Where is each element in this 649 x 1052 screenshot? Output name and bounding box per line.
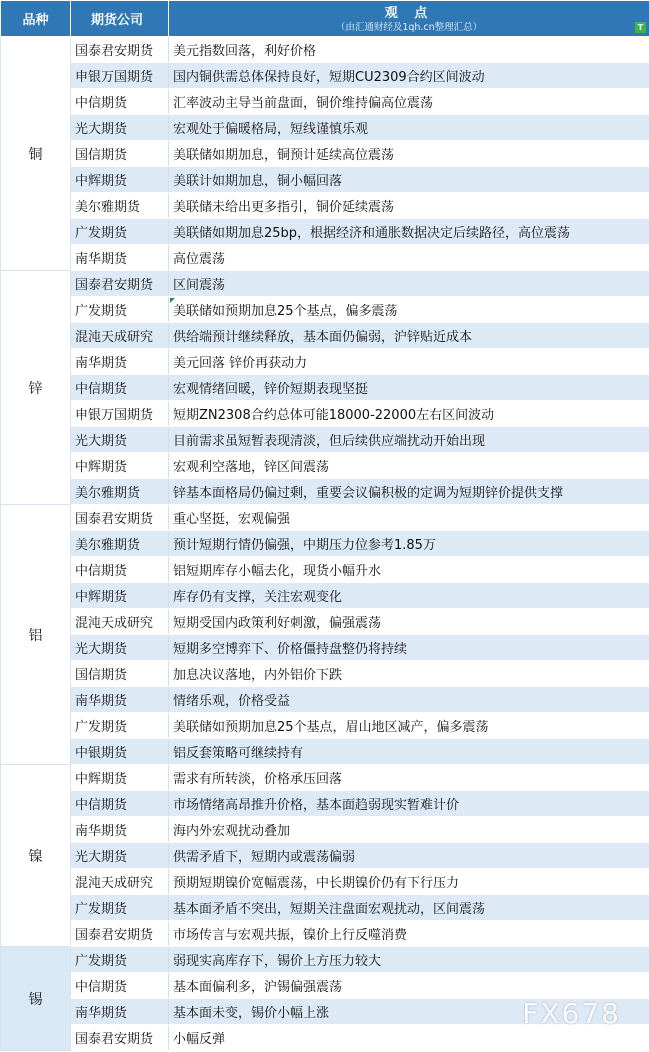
company-cell[interactable]: 国信期货 [71,661,169,687]
view-cell[interactable]: 短期ZN2308合约总体可能18000-22000左右区间波动 [169,401,649,427]
view-cell[interactable]: 预计短期行情仍偏强，中期压力位参考1.85万 [169,531,649,557]
company-cell[interactable]: 中信期货 [71,89,169,115]
company-cell[interactable]: 广发期货 [71,297,169,323]
company-cell[interactable]: 美尔雅期货 [71,193,169,219]
header-view[interactable] [169,1,649,37]
view-cell[interactable]: 汇率波动主导当前盘面，铜价维持偏高位震荡 [169,89,649,115]
table-row [1,765,649,791]
table-row [1,609,649,635]
table-row [1,63,649,89]
filter-icon[interactable]: T [635,22,646,33]
company-cell[interactable]: 广发期货 [71,895,169,921]
view-cell[interactable]: 市场情绪高昂推升价格，基本面趋弱现实暂难计价 [169,791,649,817]
header-company[interactable]: 期货公司 [71,1,169,37]
company-cell[interactable]: 中信期货 [71,973,169,999]
company-cell[interactable]: 申银万国期货 [71,401,169,427]
view-cell[interactable]: 美联储如预期加息25个基点，眉山地区减产，偏多震荡 [169,713,649,739]
header-view-title: 观 点 [384,5,434,21]
view-cell[interactable]: 加息决议落地，内外铝价下跌 [169,661,649,687]
company-cell[interactable]: 中辉期货 [71,167,169,193]
company-cell[interactable]: 南华期货 [71,687,169,713]
table-row [1,115,649,141]
company-cell[interactable]: 国信期货 [71,141,169,167]
view-cell[interactable]: 供需矛盾下，短期内或震荡偏弱 [169,843,649,869]
view-cell[interactable]: 供给端预计继续释放，基本面仍偏弱，沪锌贴近成本 [169,323,649,349]
header-row [1,1,649,37]
variety-cell[interactable]: 锡 [1,947,71,1051]
view-cell[interactable]: 美联储如期加息25bp，根据经济和通胀数据决定后续路径，高位震荡 [169,219,649,245]
view-cell[interactable]: 小幅反弹 [169,1025,649,1051]
view-cell[interactable]: 库存仍有支撑，关注宏观变化 [169,583,649,609]
view-cell[interactable]: 市场传言与宏观共振，镍价上行反噬消费 [169,921,649,947]
company-cell[interactable]: 国泰君安期货 [71,37,169,63]
company-cell[interactable]: 国泰君安期货 [71,1025,169,1051]
table-row [1,89,649,115]
table-row [1,37,649,63]
table-row [1,401,649,427]
table-row [1,895,649,921]
company-cell[interactable]: 南华期货 [71,349,169,375]
table-row [1,635,649,661]
table-row [1,505,649,531]
company-cell[interactable]: 国泰君安期货 [71,271,169,297]
table-row [1,167,649,193]
table-row [1,739,649,765]
table-row [1,583,649,609]
view-cell[interactable]: 美元指数回落，利好价格 [169,37,649,63]
table-row [1,219,649,245]
table-row [1,427,649,453]
company-cell[interactable]: 广发期货 [71,219,169,245]
table-row [1,297,649,323]
company-cell[interactable]: 国泰君安期货 [71,921,169,947]
company-cell[interactable]: 中辉期货 [71,583,169,609]
company-cell[interactable]: 美尔雅期货 [71,531,169,557]
view-cell[interactable]: 铝反套策略可继续持有 [169,739,649,765]
view-cell[interactable]: 区间震荡 [169,271,649,297]
table-row [1,791,649,817]
header-variety[interactable]: 品种 [1,1,71,37]
company-cell[interactable]: 混沌天成研究 [71,609,169,635]
table-row [1,245,649,271]
view-cell[interactable]: 预期短期镍价宽幅震荡，中长期镍价仍有下行压力 [169,869,649,895]
company-cell[interactable]: 中信期货 [71,791,169,817]
table-row [1,947,649,973]
company-cell[interactable]: 申银万国期货 [71,63,169,89]
view-cell[interactable]: 美联计如期加息，铜小幅回落 [169,167,649,193]
company-cell[interactable]: 光大期货 [71,427,169,453]
table-row [1,349,649,375]
view-cell[interactable]: 目前需求虽短暂表现清淡，但后续供应端扰动开始出现 [169,427,649,453]
table-row [1,271,649,297]
variety-cell[interactable]: 铜 [1,37,71,271]
view-cell[interactable]: 美元回落 锌价再获动力 [169,349,649,375]
company-cell[interactable]: 中银期货 [71,739,169,765]
view-cell[interactable]: 高位震荡 [169,245,649,271]
view-cell[interactable]: 宏观利空落地，锌区间震荡 [169,453,649,479]
view-cell[interactable]: 美联储如预期加息25个基点，偏多震荡 [169,297,649,323]
view-cell[interactable]: 铝短期库存小幅去化，现货小幅升水 [169,557,649,583]
table-row [1,687,649,713]
company-cell[interactable]: 中信期货 [71,557,169,583]
table-row [1,843,649,869]
table-row [1,141,649,167]
company-cell[interactable]: 美尔雅期货 [71,479,169,505]
table-row [1,323,649,349]
view-cell[interactable]: 海内外宏观扰动叠加 [169,817,649,843]
table-row [1,479,649,505]
view-cell[interactable]: 国内铜供需总体保持良好，短期CU2309合约区间波动 [169,63,649,89]
company-cell[interactable]: 南华期货 [71,999,169,1025]
view-cell[interactable]: 锌基本面格局仍偏过剩，重要会议偏积极的定调为短期锌价提供支撑 [169,479,649,505]
company-cell[interactable]: 光大期货 [71,843,169,869]
company-cell[interactable]: 中辉期货 [71,453,169,479]
variety-cell[interactable]: 铝 [1,505,71,765]
view-cell[interactable]: 基本面偏利多，沪锡偏强震荡 [169,973,649,999]
table-row [1,531,649,557]
company-cell[interactable]: 中信期货 [71,375,169,401]
view-cell[interactable]: 需求有所转淡，价格承压回落 [169,765,649,791]
company-cell[interactable]: 中辉期货 [71,765,169,791]
company-cell[interactable]: 光大期货 [71,635,169,661]
view-cell[interactable]: 情绪乐观，价格受益 [169,687,649,713]
view-cell[interactable]: 宏观情绪回暖，锌价短期表现坚挺 [169,375,649,401]
variety-cell[interactable]: 镍 [1,765,71,947]
company-cell[interactable]: 广发期货 [71,947,169,973]
table-row [1,557,649,583]
company-cell[interactable]: 光大期货 [71,115,169,141]
view-cell[interactable]: 宏观处于偏暖格局，短线谨慎乐观 [169,115,649,141]
company-cell[interactable]: 混沌天成研究 [71,869,169,895]
view-cell[interactable]: 美联储未给出更多指引，铜价延续震荡 [169,193,649,219]
table-row [1,661,649,687]
table-row [1,713,649,739]
table-row [1,869,649,895]
table-row [1,817,649,843]
table-row [1,921,649,947]
company-cell[interactable]: 混沌天成研究 [71,323,169,349]
view-cell[interactable]: 美联储如期加息，铜预计延续高位震荡 [169,141,649,167]
view-cell[interactable]: 短期多空博弈下、价格僵持盘整仍将持续 [169,635,649,661]
table-row [1,375,649,401]
view-cell[interactable]: 弱现实高库存下，锡价上方压力较大 [169,947,649,973]
company-cell[interactable]: 南华期货 [71,245,169,271]
variety-cell[interactable]: 锌 [1,271,71,505]
company-cell[interactable]: 南华期货 [71,817,169,843]
view-cell[interactable]: 基本面未变，锡价小幅上涨 [169,999,649,1025]
company-cell[interactable]: 广发期货 [71,713,169,739]
table-row [1,193,649,219]
table-row [1,453,649,479]
company-cell[interactable]: 国泰君安期货 [71,505,169,531]
view-cell[interactable]: 短期受国内政策利好刺激，偏强震荡 [169,609,649,635]
cell-comment-marker [170,298,175,303]
watermark-logo: FX678 [522,997,621,1030]
view-cell[interactable]: 基本面矛盾不突出，短期关注盘面宏观扰动，区间震荡 [169,895,649,921]
table-body [1,37,649,1051]
table-row [1,973,649,999]
header-view-note: （由汇通财经及1qh.cn整理汇总） [335,21,483,33]
view-cell[interactable]: 重心坚挺，宏观偏强 [169,505,649,531]
